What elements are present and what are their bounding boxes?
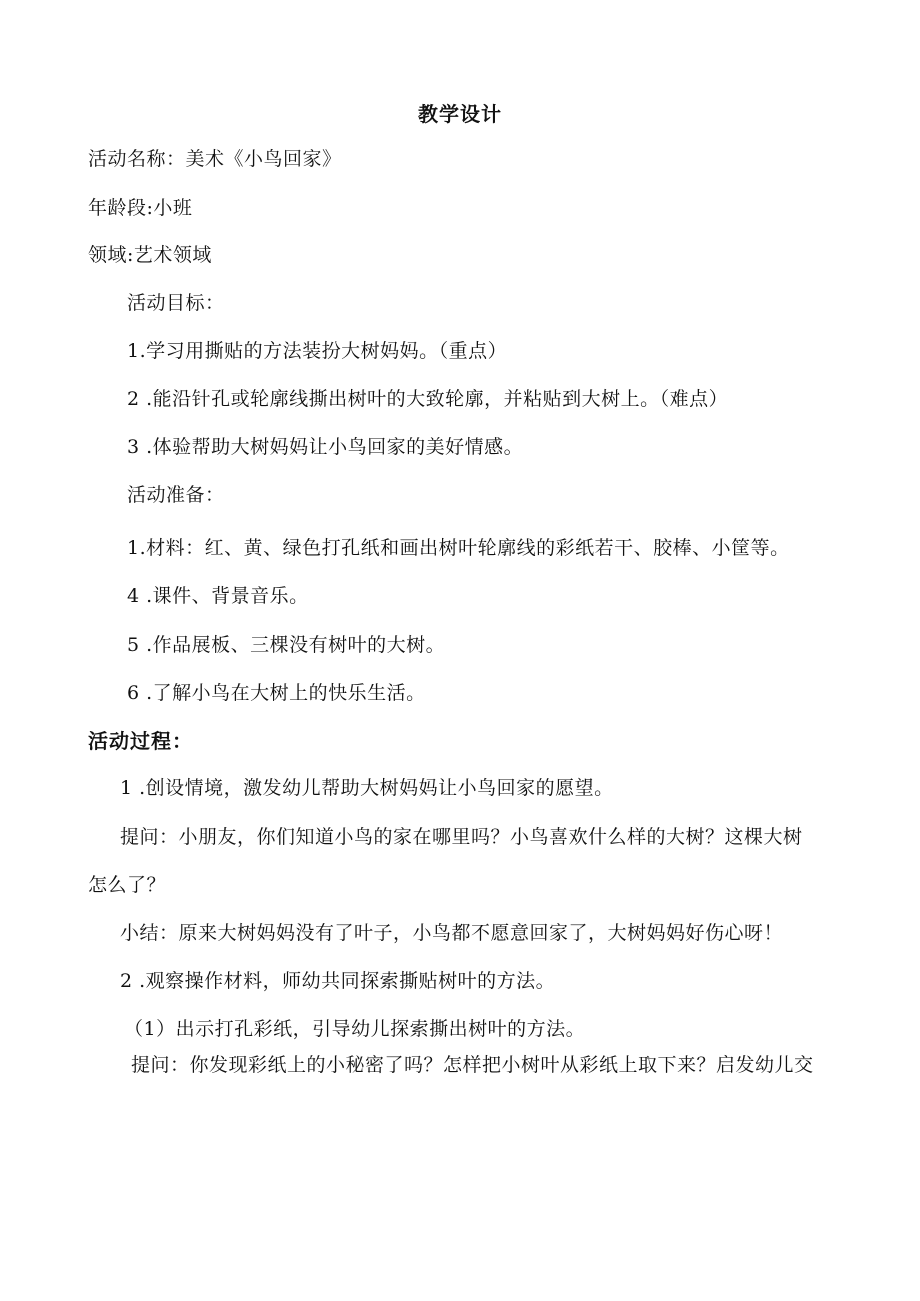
preparation-item: 5 .作品展板、三棵没有树叶的大树。 [127,634,446,656]
process-line: 2 .观察操作材料，师幼共同探索撕贴树叶的方法。 [120,970,556,992]
preparation-item: 1.材料：红、黄、绿色打孔纸和画出树叶轮廓线的彩纸若干、胶棒、小筐等。 [127,537,790,559]
process-line: 提问：你发现彩纸上的小秘密了吗？怎样把小树叶从彩纸上取下来？启发幼儿交 [131,1054,814,1076]
age-group: 年龄段:小班 [88,197,193,219]
preparation-heading: 活动准备： [127,484,225,506]
goals-heading: 活动目标： [127,292,225,314]
goal-item: 1.学习用撕贴的方法装扮大树妈妈。（重点） [127,340,508,362]
document-title: 教学设计 [418,102,502,126]
goal-item: 2 .能沿针孔或轮廓线撕出树叶的大致轮廓，并粘贴到大树上。（难点） [127,388,729,410]
process-line: 提问：小朋友，你们知道小鸟的家在哪里吗？小鸟喜欢什么样的大树？这棵大树 [120,826,803,848]
goal-item: 3 .体验帮助大树妈妈让小鸟回家的美好情感。 [127,436,524,458]
activity-name: 活动名称：美术《小鸟回家》 [88,148,342,170]
process-line: 小结：原来大树妈妈没有了叶子，小鸟都不愿意回家了，大树妈妈好伤心呀！ [120,922,784,944]
domain-area: 领域:艺术领域 [88,244,212,266]
process-line: （1）出示打孔彩纸，引导幼儿探索撕出树叶的方法。 [124,1018,586,1040]
process-line: 1 .创设情境，激发幼儿帮助大树妈妈让小鸟回家的愿望。 [120,777,614,799]
process-heading: 活动过程： [88,729,193,753]
preparation-item: 4 .课件、背景音乐。 [127,585,309,607]
preparation-item: 6 .了解小鸟在大树上的快乐生活。 [127,682,426,704]
process-line: 怎么了？ [88,874,167,896]
